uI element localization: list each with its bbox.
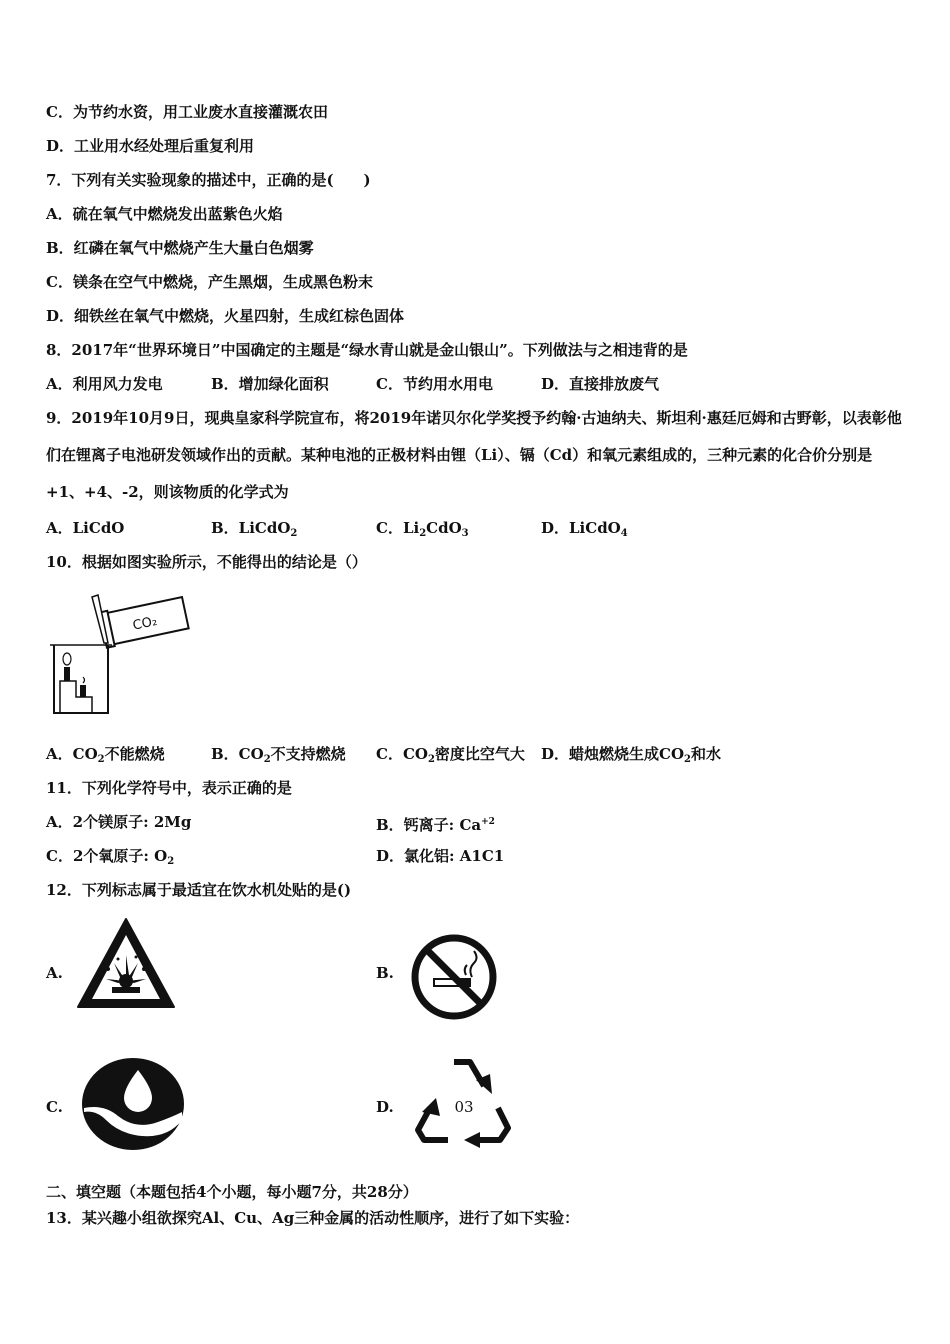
recycle-code: 03 xyxy=(454,1098,474,1116)
gas-jar-icon xyxy=(99,595,189,648)
co2-beaker-candle-figure xyxy=(46,585,196,720)
q11-option-a: A．2个镁原子: 2Mg xyxy=(46,813,192,831)
q8-option-b: B．增加绿化面积 xyxy=(211,375,329,393)
q11-option-d: D．氯化铝: A1C1 xyxy=(376,847,505,865)
q12-label-c: C. xyxy=(46,1098,63,1116)
q10-option-c: C．$CO_2$密度比空气大 xyxy=(376,745,525,765)
candle-short-icon xyxy=(80,685,86,697)
q8-stem: 8．2017年“世界环境日”中国确定的主题是“绿水青山就是金山银山”。下列做法与之相违背的是 xyxy=(46,341,688,359)
q9-stem: 9．2019年10月9日，现典皇家科学院宣布，将2019年诺贝尔化学奖授予约翰·古迪纳夫、斯坦利·惠廷厄姆和古野彰，以表彰他们在锂离子电池研发领域作出的贡献。某种电池的正极材料由锂（Li）、镉（Cd）和氧元素组成的，三种元素的化合价分别是+1、+4、-2，则该物质的化学式为 xyxy=(46,409,902,501)
q11-stem: 11．下列化学符号中，表示正确的是 xyxy=(46,779,292,797)
q6-option-d: D．工业用水经处理后重复利用 xyxy=(46,137,255,155)
q8-option-d: D．直接排放废气 xyxy=(541,375,660,393)
q7-option-a: A．硫在氧气中燃烧发出蓝紫色火焰 xyxy=(46,205,283,223)
explosive-warning-icon xyxy=(74,915,178,1013)
q8-option-a: A．利用风力发电 xyxy=(46,375,163,393)
recycle-icon xyxy=(410,1050,518,1148)
q9-option-d: D．LiCdO$_4$ xyxy=(541,519,628,539)
q7-option-c: C．镁条在空气中燃烧，产生黑烟，生成黑色粉末 xyxy=(46,273,373,291)
q12-stem: 12．下列标志属于最适宜在饮水机处贴的是() xyxy=(46,881,352,899)
q12-label-d: D. xyxy=(376,1098,394,1116)
q7-option-b: B．红磷在氧气中燃烧产生大量白色烟雾 xyxy=(46,239,314,257)
water-saving-icon xyxy=(80,1056,186,1152)
q9-option-a: A．LiCdO xyxy=(46,519,125,537)
q11-option-b: B．钙离子: $Ca^{+2}$ xyxy=(376,816,495,834)
q10-stem: 10．根据如图实验所示，不能得出的结论是（） xyxy=(46,553,367,571)
q9-option-b: B．LiCdO$_2$ xyxy=(211,519,298,539)
q6-option-c: C．为节约水资，用工业废水直接灌溉农田 xyxy=(46,103,328,121)
co2-label: CO₂ xyxy=(131,613,159,634)
q8-option-c: C．节约用水用电 xyxy=(376,375,493,393)
q7-stem: 7．下列有关实验现象的描述中，正确的是( ) xyxy=(46,171,371,189)
q10-option-d: D．蜡烛燃烧生成$CO_2$和水 xyxy=(541,745,721,765)
q13-stem: 13．某兴趣小组欲探究Al、Cu、Ag三种金属的活动性顺序，进行了如下实验： xyxy=(46,1209,580,1227)
q11-option-c: C．2个氧原子: $O_2$ xyxy=(46,847,175,867)
q10-option-a: A．$CO_2$不能燃烧 xyxy=(46,745,165,765)
q7-option-d: D．细铁丝在氧气中燃烧，火星四射，生成红棕色固体 xyxy=(46,307,405,325)
q9-option-c: C．$Li_2CdO_3$ xyxy=(376,519,469,539)
q10-option-b: B．$CO_2$不支持燃烧 xyxy=(211,745,346,765)
no-smoking-icon xyxy=(410,933,498,1021)
q12-label-a: A. xyxy=(46,964,63,982)
candle-tall-icon xyxy=(64,667,70,681)
section-heading: 二、填空题（本题包括4个小题，每小题7分，共28分） xyxy=(46,1183,418,1201)
q12-label-b: B. xyxy=(376,964,394,982)
